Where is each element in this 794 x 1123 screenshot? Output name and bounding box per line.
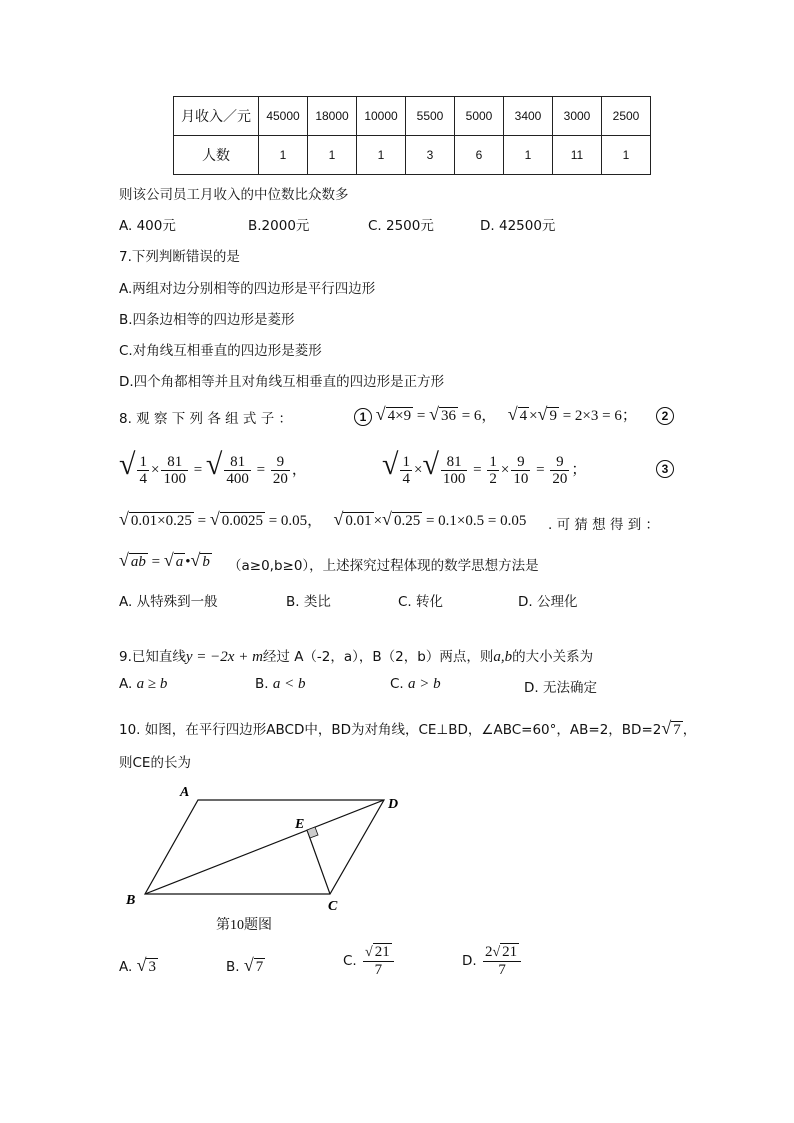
q10-stem: 10. 如图，在平行四边形ABCD中，BD为对角线，CE⊥BD，∠ABC=60°，AB=2，BD=2√ 7 ， [119, 718, 697, 738]
q8-stem: 8. 观 察 下 列 各 组 式 子 ： [119, 411, 293, 427]
q8-expr-3: √ 0.01×0.25 = √ 0.0025 = 0.05， √ 0.01 ×√ 0.25 = 0.1×0.5 = 0.05 [119, 509, 527, 529]
income-cell: 5000 [455, 97, 504, 136]
q6-option-d: D. 42500元 [480, 218, 556, 234]
q8-expr-1: 1 √ 4×9 = √ 36 = 6， √ 4 ×√ 9 = 2×3 = 6； [354, 404, 637, 426]
people-cell: 1 [308, 136, 357, 175]
label-b: B [126, 893, 136, 908]
q6-stem: 则该公司员工月收入的中位数比众数多 [119, 187, 349, 203]
q8-line3-tail: . 可 猜 想 得 到 ： [548, 517, 660, 533]
income-table [173, 96, 651, 175]
q9-variables: a,b [493, 649, 513, 665]
q8-conclusion-text: （a≥0,b≥0），上述探究过程体现的数学思想方法是 [228, 558, 539, 574]
q9-option-b: B. a < b [255, 676, 306, 692]
q7-option-c: C.对角线互相垂直的四边形是菱形 [119, 343, 322, 359]
people-cell: 3 [406, 136, 455, 175]
q10-stem-text: 10. 如图，在平行四边形ABCD中，BD为对角线，CE⊥BD，∠ABC=60°，AB=2，BD=2 [119, 722, 662, 738]
circled-number-2: 2 [656, 407, 674, 425]
q9-stem [119, 645, 593, 666]
q6-option-b: B.2000元 [248, 218, 310, 234]
people-cell: 11 [553, 136, 602, 175]
q10-option-a: A. √ 3 [119, 955, 156, 975]
header-people: 人数 [174, 136, 259, 175]
table-row-income [174, 97, 651, 136]
q10-option-d: D. $\frac{2√ 21}{7}$ [462, 944, 523, 978]
diagonal-bd [145, 800, 384, 894]
q9-stem-a: 9.已知直线 [119, 649, 186, 665]
q9-stem-b: 经过 A（-2，a），B（2，b）两点，则 [262, 649, 494, 665]
q9-option-c: C. a > b [390, 676, 441, 692]
q6-option-a: A. 400元 [119, 218, 176, 234]
q7-stem: 7.下列判断错误的是 [119, 249, 240, 265]
q9-stem-c: 的大小关系为 [512, 649, 594, 665]
parallelogram-figure [118, 780, 418, 915]
segment-ce [307, 830, 330, 894]
q9-option-a: A. a ≥ b [119, 676, 168, 692]
label-e: E [295, 817, 305, 832]
q9-option-d: D. 无法确定 [524, 680, 597, 696]
q10-option-b: B. √ 7 [226, 955, 264, 975]
people-cell: 6 [455, 136, 504, 175]
q10-option-c: C. $\frac{√ 21}{7}$ [343, 944, 396, 978]
figure-caption: 第10题图 [216, 918, 272, 933]
q7-option-a: A.两组对边分别相等的四边形是平行四边形 [119, 281, 376, 297]
circled-number-1: 1 [354, 408, 372, 426]
income-cell: 3400 [504, 97, 553, 136]
q8-conclusion-expr: √ ab = √ a •√ b [119, 550, 210, 570]
q8-option-a: A. 从特殊到一般 [119, 594, 218, 610]
q6-option-c: C. 2500元 [368, 218, 434, 234]
table-row-people [174, 136, 651, 175]
q8-expr-2b: √ $\frac{1}{4}$ ×√ $\frac{81}{100}$ = $\frac{1}{2}$ × $\frac{9}{10}$ = $\frac{9}{20}$ ； [382, 448, 587, 488]
people-cell: 1 [259, 136, 308, 175]
label-a: A [180, 785, 190, 800]
circled-number-3: 3 [656, 460, 674, 478]
people-cell: 1 [504, 136, 553, 175]
q8-option-b: B. 类比 [286, 594, 331, 610]
q8-expr-2a: √ $\frac{1}{4}$ × $\frac{81}{100}$ = √ $\frac{81}{400}$ = $\frac{9}{20}$ ， [119, 448, 307, 488]
q10-stem2: 则CE的长为 [119, 755, 191, 771]
label-c: C [328, 899, 338, 914]
label-d: D [388, 797, 399, 812]
q9-line-equation: y = −2x + m [185, 649, 263, 665]
income-cell: 18000 [308, 97, 357, 136]
header-income: 月收入／元 [174, 97, 259, 136]
people-cell: 1 [357, 136, 406, 175]
income-cell: 5500 [406, 97, 455, 136]
q8-option-d: D. 公理化 [518, 594, 578, 610]
income-cell: 3000 [553, 97, 602, 136]
q7-option-b: B.四条边相等的四边形是菱形 [119, 312, 295, 328]
q7-option-d: D.四个角都相等并且对角线互相垂直的四边形是正方形 [119, 374, 445, 390]
people-cell: 1 [602, 136, 651, 175]
income-cell: 10000 [357, 97, 406, 136]
income-cell: 45000 [259, 97, 308, 136]
income-cell: 2500 [602, 97, 651, 136]
q8-option-c: C. 转化 [398, 594, 444, 610]
